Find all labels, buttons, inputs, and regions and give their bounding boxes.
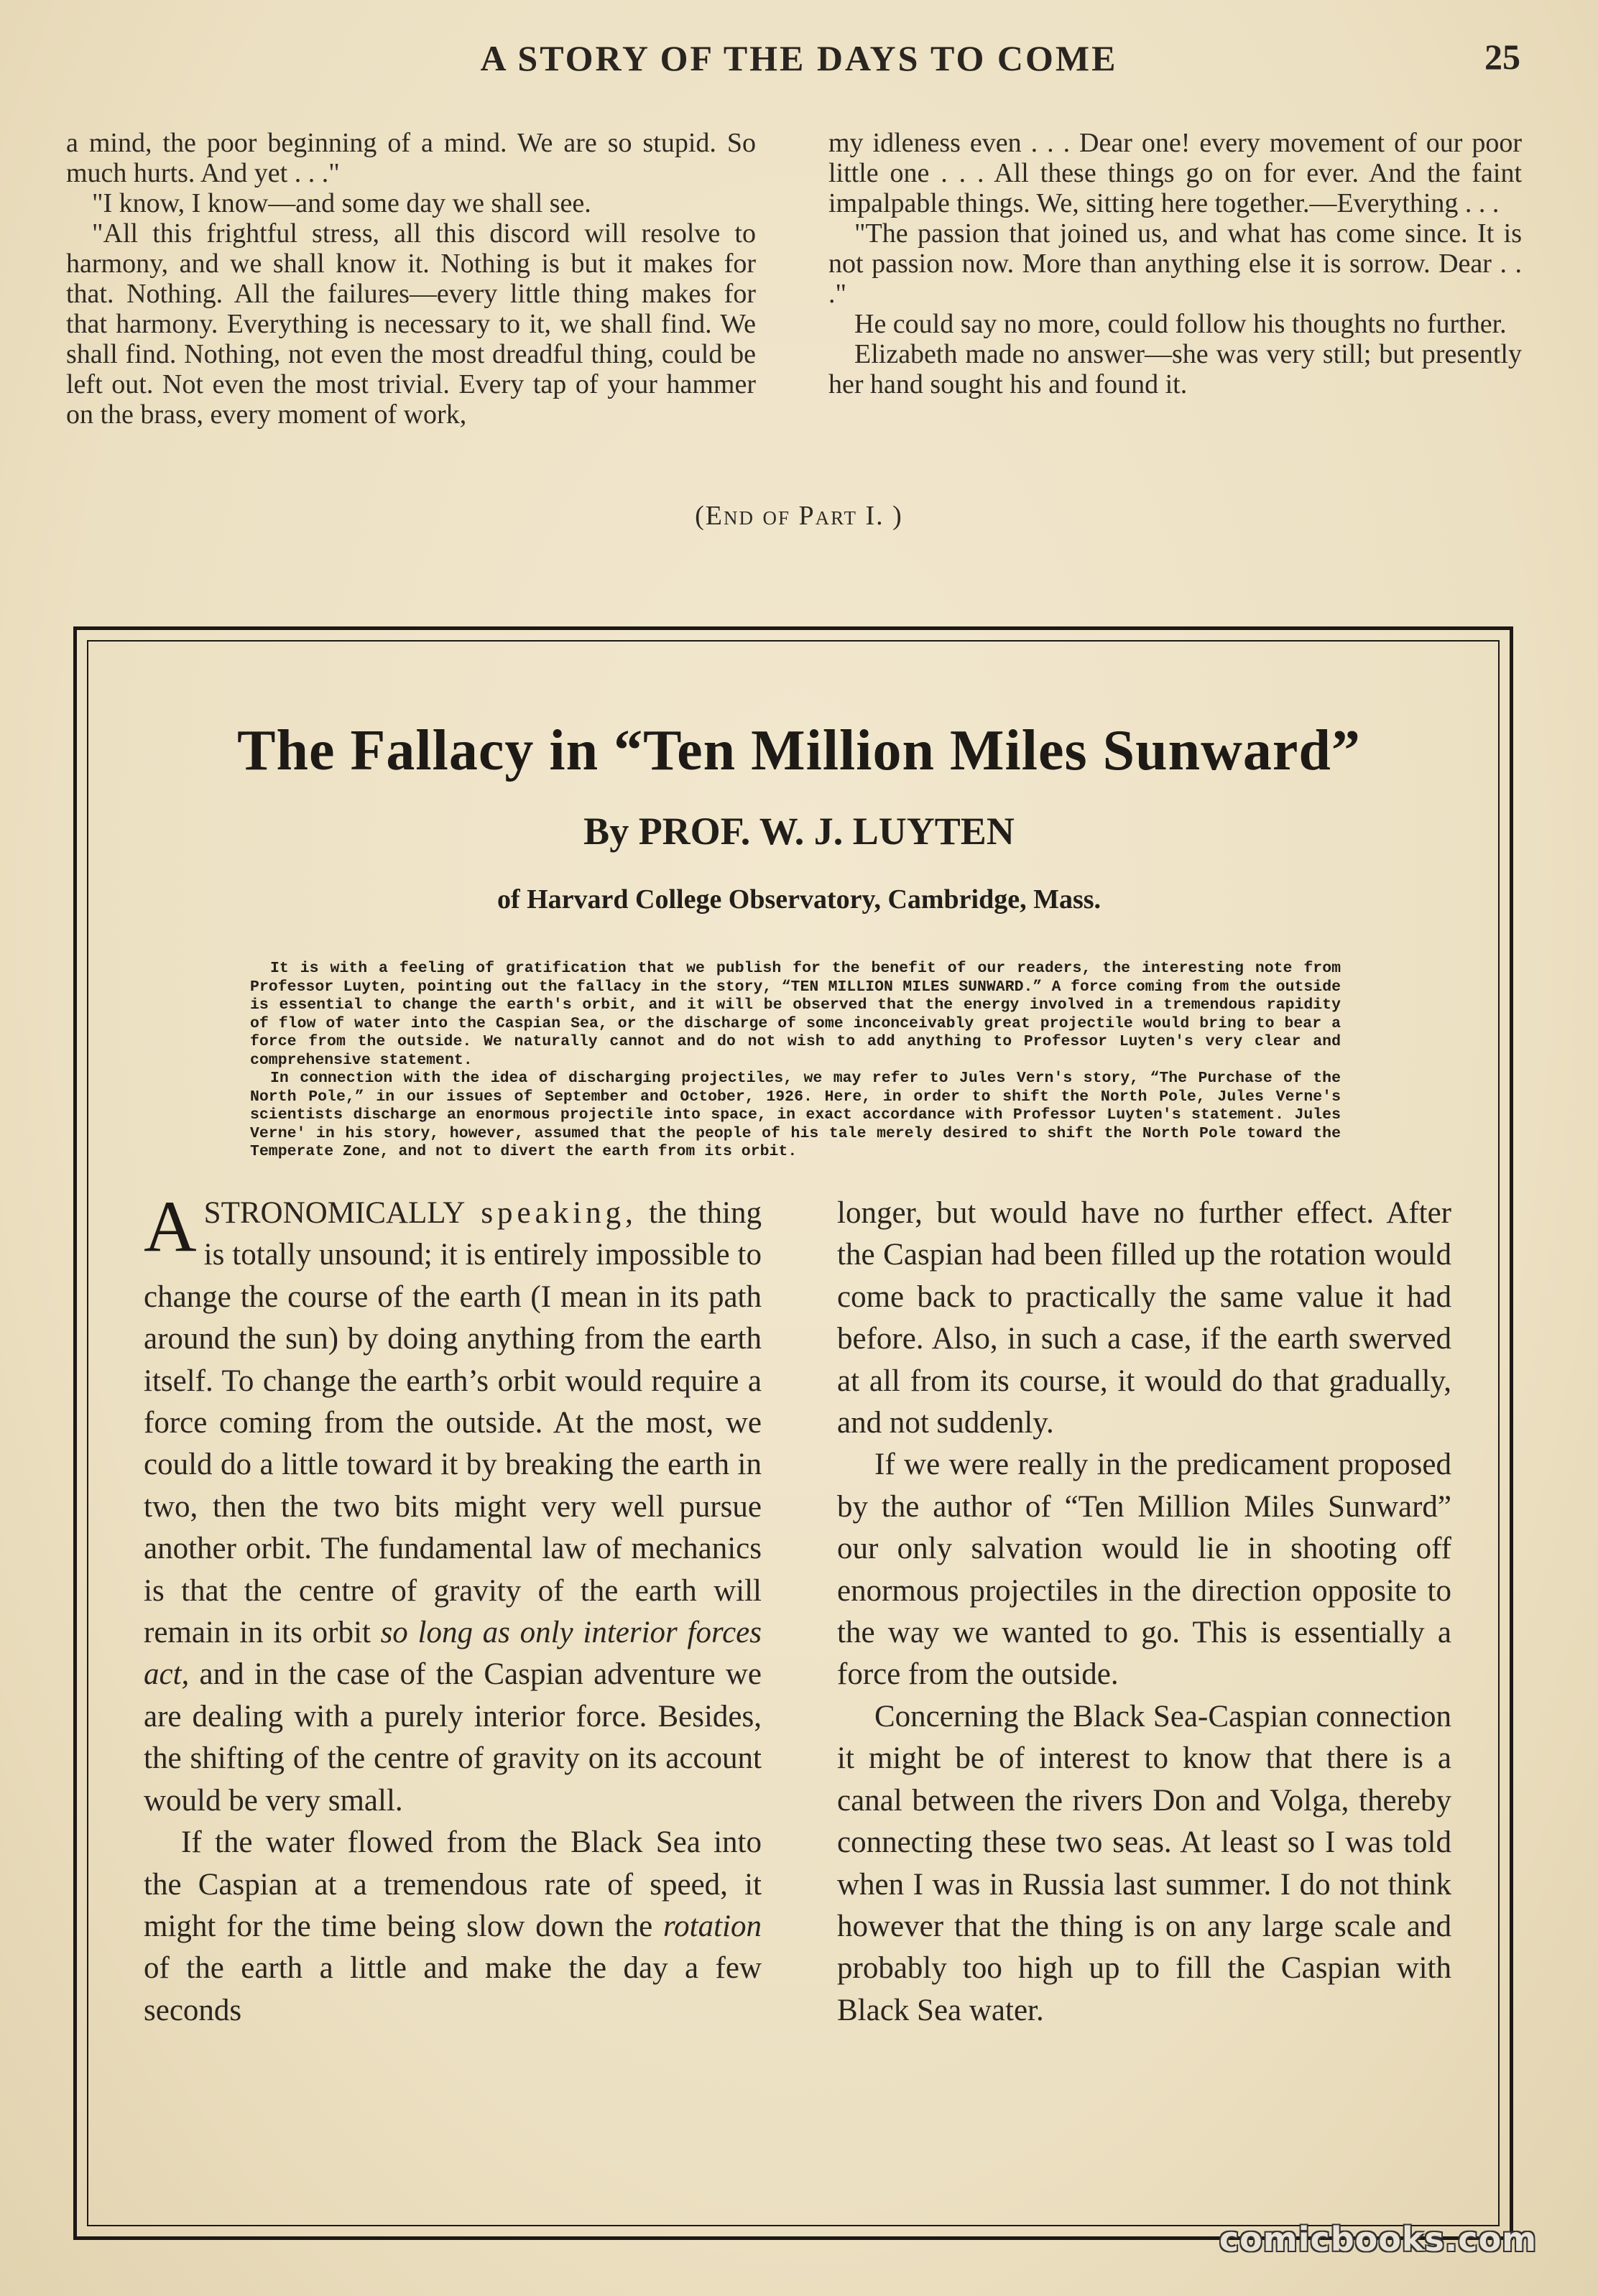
article-title: The Fallacy in “Ten Million Miles Sunward” [237, 719, 1361, 782]
story-paragraph: "All this frightful stress, all this discord will resolve to harmony, and we shall know it. Nothing is but it makes for that. Nothing. All the failures—every little thing makes for that harmony. Everything is necessary to it, we shall find. We shall find. Nothing, not even the most dreadful thing, could be left out. Not even the most trivial. Every tap of your hammer on the brass, every moment of work, [66, 218, 756, 430]
story-paragraph: He could say no more, could follow his thoughts no further. [854, 309, 1507, 339]
article-right-column [837, 1193, 1451, 2032]
story-left-column [66, 128, 756, 430]
story-paragraph: Elizabeth made no answer—she was very still; but presently her hand sought his and found it. [828, 339, 1522, 399]
article-text: of the earth a little and make the day a few seconds [144, 1951, 762, 2027]
author-affiliation: of Harvard College Observatory, Cambridge, Mass. [497, 884, 1101, 915]
editor-note [250, 960, 1341, 1162]
editor-note-paragraph: In connection with the idea of discharging projectiles, we may refer to Jules Vern's story, “The Purchase of the North Pole,” in our issues of September and October, 1926. Here, in order to shift the North Pole, Jules Verne's scientists discharge an enormous projectile into space, in exact accordance with Professor Luyten's statement. Jules Verne' in his story, however, assumed that the people of his tale merely desired to shift the North Pole toward the Temperate Zone, and not to divert the earth from its orbit. [250, 1070, 1341, 1160]
italic-text: rotation [663, 1909, 762, 1943]
article-left-column [144, 1186, 762, 2032]
spaced-text: speaking, [465, 1196, 637, 1230]
drop-cap: A [144, 1186, 197, 1267]
article-paragraph [144, 1186, 762, 1822]
article-paragraph: Concerning the Black Sea-Caspian connection it might be of interest to know that there is a canal between the rivers Don and Volga, thereby connecting these two seas. At least so I was told when I was in Russia last summer. I do not think however that the thing is on any large scale and probably too high up to fill the Caspian with Black Sea water. [837, 1699, 1451, 2027]
article-byline: By PROF. W. J. LUYTEN [583, 810, 1015, 853]
story-paragraph: my idleness even . . . Dear one! every movement of our poor little one . . . All these things go on for ever. And the faint impalpable things. We, sitting here together.—Everything . . . [828, 128, 1522, 218]
italic-text: so long as only interior forces act, [144, 1616, 762, 1692]
page-number: 25 [1484, 37, 1520, 77]
article-paragraph [144, 1822, 762, 2032]
story-paragraph: a mind, the poor beginning of a mind. We are so stupid. So much hurts. And yet . . ." [66, 128, 756, 188]
watermark-logo: comicbooks.com [1219, 2220, 1538, 2259]
article-text: If the water flowed from the Black Sea into the Caspian at a tremendous rate of speed, it might for the time being slow down the [144, 1825, 762, 1943]
editor-note-paragraph: It is with a feeling of gratification that we publish for the benefit of our readers, the interesting note from Professor Luyten, pointing out the fallacy in the story, “TEN MILLION MILES SUNWARD.” A force coming from the outside is essential to change the earth's orbit, and it will be observed that the energy involved in a tremendous rapidity of flow of water into the Caspian Sea, or the discharge of some inconceivably great projectile would bring to bear a force from the outside. We naturally cannot and do not wish to add anything to Professor Luyten's very clear and comprehensive statement. [250, 960, 1341, 1069]
article-paragraph: longer, but would have no further effect. After the Caspian had been filled up the rotation would come back to practically the same value it had before. Also, in such a case, if the earth swerved at all from its course, it would do that gradually, and not suddenly. [837, 1196, 1451, 1440]
article-text: the thing is totally unsound; it is entirely impossible to change the course of the earth (I mean in its path around the sun) by doing anything from the earth itself. To change the earth’s orbit would require a force coming from the outside. At the most, we could do a little toward it by breaking the earth in two, then the two bits might very well pursue another orbit. The fundamental law of mechanics is that the centre of gravity of the earth will remain in its orbit [144, 1196, 762, 1650]
article-paragraph: If we were really in the predicament proposed by the author of “Ten Million Miles Sunward” our only salvation would lie in shooting off enormous projectiles in the direction opposite to the way we wanted to go. This is essentially a force from the outside. [837, 1448, 1451, 1692]
first-word-caps: STRONOMICALLY [203, 1196, 466, 1230]
running-head: A STORY OF THE DAYS TO COME [480, 38, 1118, 78]
article-text: and in the case of the Caspian adventure we are dealing with a purely interior force. Besides, the shifting of the centre of gravity on its account would be very small. [144, 1657, 762, 1818]
end-of-part-marker: (End of Part I. ) [695, 501, 903, 531]
story-paragraph: "I know, I know—and some day we shall see. [92, 188, 591, 218]
story-right-column [828, 128, 1522, 399]
story-paragraph: "The passion that joined us, and what has come since. It is not passion now. More than anything else it is sorrow. Dear . . ." [828, 218, 1522, 309]
